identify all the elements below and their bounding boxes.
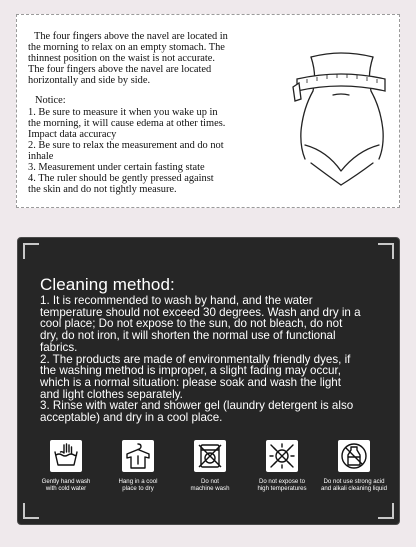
notice-line: 2. Be sure to relax the measurement and do not xyxy=(28,139,224,151)
intro-line: The four fingers above the navel are located xyxy=(28,64,212,76)
care-label: Do not expose to high temperatures xyxy=(257,478,307,492)
no-high-temperature-icon xyxy=(266,440,298,472)
cleaning-line: 2. The products are made of environmentally friendly dyes, if xyxy=(40,352,351,366)
care-icons xyxy=(32,440,388,500)
corner-bracket xyxy=(23,243,39,259)
notice-line: 3. Measurement under certain fasting state xyxy=(28,162,205,174)
cleaning-line: and light clothes separately. xyxy=(40,387,183,401)
cleaning-line: cool place; Do not expose to the sun, do not bleach, do not xyxy=(40,317,343,331)
notice-line: inhale xyxy=(28,150,54,162)
cleaning-line: temperature should not exceed 30 degrees. Wash and dry in a xyxy=(40,305,361,319)
cleaning-line: which is a normal situation: please soak and wash the light xyxy=(40,375,341,389)
waist-measurement-illustration xyxy=(287,35,395,195)
care-label: Gently hand wash with cold water xyxy=(41,478,91,492)
measurement-card xyxy=(16,14,400,208)
cleaning-line: fabrics. xyxy=(40,340,78,354)
care-item-no-machine-wash xyxy=(176,440,244,492)
care-label: Do not machine wash xyxy=(190,478,230,492)
no-bleach-icon xyxy=(338,440,370,472)
notice-title: Notice: xyxy=(35,95,66,107)
cleaning-line: acceptable) and dry in a cool place. xyxy=(40,411,223,425)
intro-line: thinnest position on the waist is not accurate. xyxy=(28,53,215,65)
intro-line: horizontally and side by side. xyxy=(28,75,151,87)
measurement-instructions xyxy=(28,31,283,195)
care-item-no-high-temperature xyxy=(248,440,316,492)
intro-line: The four fingers above the navel are located in xyxy=(34,31,228,42)
corner-bracket xyxy=(378,503,394,519)
cleaning-line: dry, do not iron, it will shorten the normal use of functional xyxy=(40,329,336,343)
intro-line: the morning to relax on an empty stomach. The xyxy=(28,42,225,54)
notice-line: Impact data accuracy xyxy=(28,128,117,140)
notice-line: 1. Be sure to measure it when you wake up in xyxy=(28,106,218,118)
cleaning-title: Cleaning method: xyxy=(40,275,175,294)
cleaning-line: 3. Rinse with water and shower gel (laundry detergent is also xyxy=(40,399,354,413)
cleaning-panel xyxy=(17,237,400,525)
cleaning-line: the washing method is improper, a slight fading may occur, xyxy=(40,364,341,378)
cleaning-instructions xyxy=(40,295,388,424)
notice-line: the skin and do not tightly measure. xyxy=(28,184,177,196)
care-label: Do not use strong acid and alkali cleaning liquid xyxy=(320,478,388,492)
no-machine-wash-icon xyxy=(194,440,226,472)
hang-dry-icon xyxy=(122,440,154,472)
corner-bracket xyxy=(23,503,39,519)
hand-wash-icon xyxy=(50,440,82,472)
notice-line: the morning, it will cause edema at other times. xyxy=(28,117,226,129)
cleaning-line: 1. It is recommended to wash by hand, and the water xyxy=(40,294,313,307)
care-item-no-bleach xyxy=(320,440,388,492)
care-label: Hang in a cool place to dry xyxy=(118,478,158,492)
care-item-hang-dry xyxy=(104,440,172,492)
care-item-hand-wash xyxy=(32,440,100,492)
corner-bracket xyxy=(378,243,394,259)
notice-line: 4. The ruler should be gently pressed against xyxy=(28,173,214,185)
